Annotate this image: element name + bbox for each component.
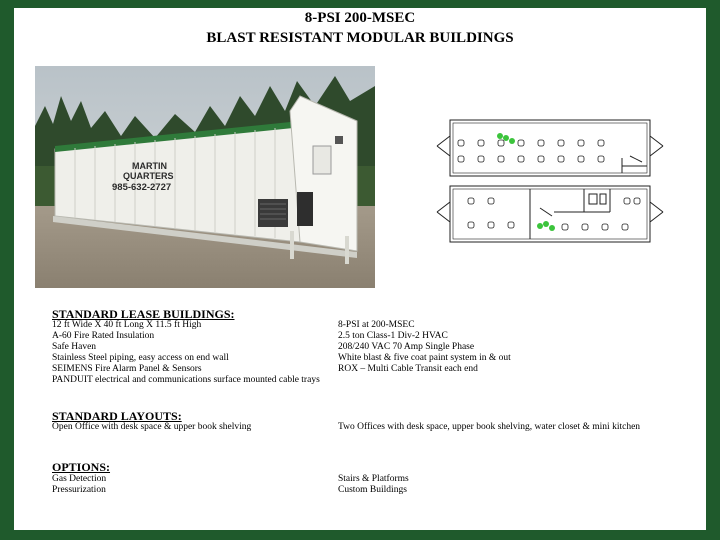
lease-right-item: ROX – Multi Cable Transit each end bbox=[338, 364, 478, 374]
title-line-1: 8-PSI 200-MSEC bbox=[304, 10, 416, 26]
slide bbox=[14, 8, 706, 530]
lease-left-item: Stainless Steel piping, easy access on end wall bbox=[52, 353, 229, 363]
lease-left-item: A-60 Fire Rated Insulation bbox=[52, 331, 155, 341]
sign-line-3: 985-632-2727 bbox=[112, 182, 172, 193]
title-line-2: BLAST RESISTANT MODULAR BUILDINGS bbox=[206, 30, 514, 46]
lease-right-item: 2.5 ton Class-1 Div-2 HVAC bbox=[338, 331, 448, 341]
lease-left-item: SEIMENS Fire Alarm Panel & Sensors bbox=[52, 364, 202, 374]
standard-layouts-heading: STANDARD LAYOUTS: bbox=[52, 409, 182, 423]
layout-right-item: Two Offices with desk space, upper book shelving, water closet & mini kitchen bbox=[338, 422, 641, 432]
option-left-item: Gas Detection bbox=[52, 474, 107, 484]
layout-left-item: Open Office with desk space & upper book shelving bbox=[52, 422, 252, 432]
lease-left-item: 12 ft Wide X 40 ft Long X 11.5 ft High bbox=[52, 320, 202, 330]
option-right-item: Custom Buildings bbox=[338, 485, 407, 495]
lease-left-item: PANDUIT electrical and communications surface mounted cable trays bbox=[52, 375, 320, 385]
lease-right-item: 8-PSI at 200-MSEC bbox=[338, 320, 415, 330]
sign-line-2: QUARTERS bbox=[123, 171, 174, 181]
plan-highlight bbox=[497, 133, 555, 231]
options-heading: OPTIONS: bbox=[52, 460, 111, 474]
two-office-plan bbox=[450, 186, 650, 242]
option-left-item: Pressurization bbox=[52, 485, 106, 495]
lease-right-item: 208/240 VAC 70 Amp Single Phase bbox=[338, 342, 475, 352]
floor-plan-drawing bbox=[434, 116, 664, 251]
sign-line-1: MARTIN bbox=[132, 161, 167, 171]
standard-lease-heading: STANDARD LEASE BUILDINGS: bbox=[52, 307, 235, 321]
open-office-plan bbox=[450, 120, 650, 176]
lease-right-item: White blast & five coat paint system in & out bbox=[338, 353, 511, 363]
option-right-item: Stairs & Platforms bbox=[338, 474, 409, 484]
building-photo bbox=[35, 66, 375, 288]
lease-left-item: Safe Haven bbox=[52, 342, 97, 352]
